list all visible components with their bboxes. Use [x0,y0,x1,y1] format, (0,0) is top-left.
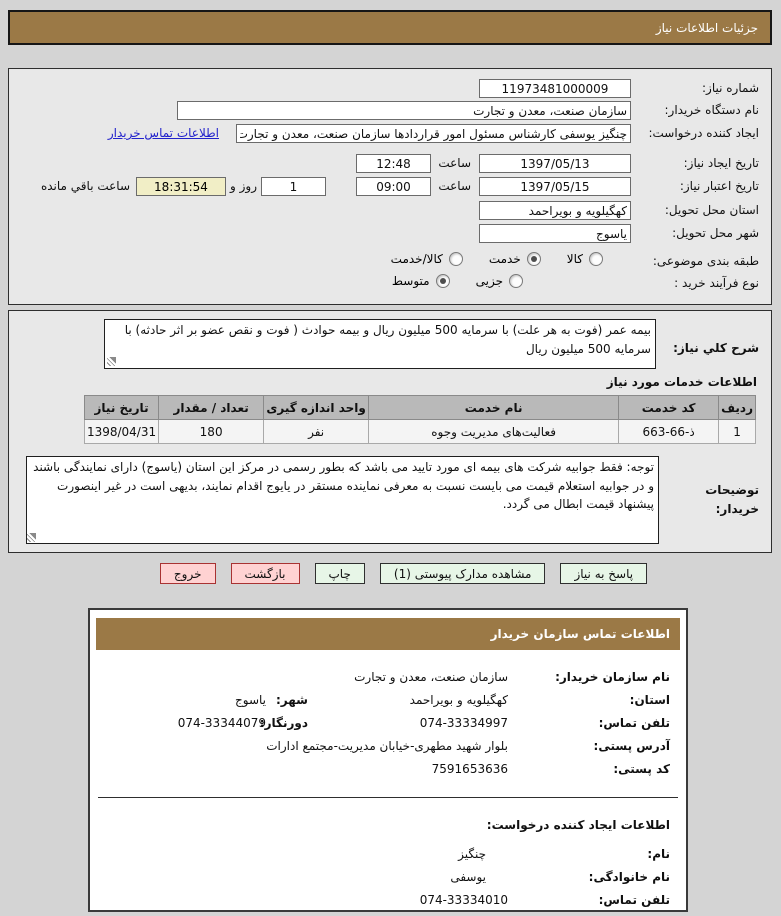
postal-code-label: کد پستی: [613,762,670,776]
classification-radio-group [391,252,603,266]
page-title-bar [8,10,772,45]
radio-option-minor [476,274,523,288]
col-quantity: تعداد / مقدار [159,396,264,420]
radio-option-goods [567,252,603,266]
validity-date-input[interactable] [479,177,631,196]
col-service-name: نام خدمت [369,396,619,420]
fax-value: 074-33344079 [177,716,266,730]
action-button-row [13,563,781,584]
cell-need-date: 1398/04/31 [84,420,158,444]
creator-phone-value: 074-33334010 [419,893,508,907]
services-table [84,395,756,444]
postal-address-value: بلوار شهید مطهری-خیابان مدیریت-مجتمع ادارات [266,739,508,753]
creator-name-label: نام: [647,847,670,861]
radio-option-medium [392,274,450,288]
delivery-city-label: شهر محل تحویل: [672,226,759,240]
goods-radio-label: کالا [566,252,583,266]
fax-label: دورنگار: [259,716,308,730]
view-attachments-button[interactable]: مشاهده مدارک پیوستی (1) [380,563,546,584]
description-resize-grip[interactable] [107,357,116,366]
created-hour-label: ساعت [438,156,471,170]
modal-title: اطلاعات تماس سازمان خریدار [490,627,670,641]
goods-service-radio-label: کالا/خدمت [390,252,443,266]
province-label: استان: [629,693,670,707]
creator-phone-label: تلفن تماس: [598,893,670,907]
org-name-value: سازمان صنعت، معدن و تجارت [354,670,508,684]
service-radio-label: خدمت [488,252,521,266]
table-row [84,420,755,444]
province-value: کهگیلویه و بویراحمد [409,693,508,707]
col-row-number: ردیف [719,396,756,420]
remaining-hours-suffix: ساعت باقي مانده [40,179,130,193]
cell-service-name: فعالیت‌های مدیریت وجوه [369,420,619,444]
request-creator-input[interactable] [236,124,631,143]
org-phone-value: 074-33334997 [419,716,508,730]
page-title: جزئیات اطلاعات نیاز [655,20,758,35]
col-service-code: کد خدمت [619,396,719,420]
process-type-radio-group [392,274,523,288]
need-number-input[interactable] [479,79,631,98]
remaining-time-box: 18:31:54 [136,177,226,196]
creator-name-value: چنگیز [458,847,486,861]
cell-quantity: 180 [159,420,264,444]
reply-to-need-button[interactable]: پاسخ به نیاز [560,563,647,584]
cell-unit: نفر [264,420,369,444]
medium-radio[interactable] [436,274,450,288]
modal-title-bar [96,618,680,650]
print-button[interactable]: چاپ [315,563,365,584]
need-info-panel [8,68,772,305]
radio-option-service [489,252,541,266]
exit-button[interactable]: خروج [160,563,216,584]
org-phone-label: تلفن تماس: [598,716,670,730]
goods-radio[interactable] [589,252,603,266]
description-textarea[interactable] [104,319,656,369]
validity-hour-label: ساعت [438,179,471,193]
delivery-province-label: استان محل تحویل: [664,203,759,217]
back-button[interactable]: بازگشت [231,563,300,584]
postal-address-label: آدرس پستی: [593,739,670,753]
minor-radio-label: جزیی [475,274,503,288]
minor-radio[interactable] [509,274,523,288]
delivery-city-input[interactable] [479,224,631,243]
need-number-label: شماره نیاز: [702,81,759,95]
postal-code-value: 7591653636 [431,762,508,776]
buyer-contact-link[interactable]: اطلاعات تماس خریدار [107,126,219,140]
org-name-label: نام سازمان خریدار: [555,670,670,684]
remaining-days-suffix: روز و [230,179,257,193]
creator-lastname-value: یوسفی [450,870,486,884]
medium-radio-label: متوسط [391,274,430,288]
city-value: یاسوج [235,693,266,707]
need-details-panel [8,310,772,553]
classification-label: طبقه بندی موضوعی: [652,254,759,268]
validity-date-label: تاریخ اعتبار نیاز: [679,179,759,193]
cell-row-number: 1 [719,420,756,444]
services-section-title: اطلاعات خدمات مورد نیاز [606,375,757,389]
buyer-contact-modal [88,608,688,912]
request-creator-label: ایجاد کننده درخواست: [648,126,759,140]
buyer-org-input[interactable] [177,101,631,120]
buyer-notes-label: توضیحات خریدار: [705,483,759,517]
delivery-province-input[interactable] [479,201,631,220]
creator-section-title: اطلاعات ایجاد کننده درخواست: [486,818,670,832]
cell-service-code: ذ-66-663 [619,420,719,444]
services-table-header-row [84,396,755,420]
remaining-days-input[interactable] [261,177,326,196]
notes-resize-grip[interactable] [27,533,36,542]
description-label: شرح کلي نیاز: [673,341,759,355]
creator-lastname-label: نام خانوادگی: [588,870,670,884]
created-time-input[interactable] [356,154,431,173]
buyer-org-label: نام دستگاه خریدار: [664,103,759,117]
goods-service-radio[interactable] [449,252,463,266]
service-radio[interactable] [527,252,541,266]
process-type-label: نوع فرآیند خرید : [674,276,759,290]
buyer-notes-textarea[interactable] [26,456,659,544]
col-unit: واحد اندازه گیری [264,396,369,420]
created-date-label: تاریخ ایجاد نیاز: [683,156,759,170]
modal-divider [98,797,678,798]
radio-option-goods-service [391,252,463,266]
created-date-input[interactable] [479,154,631,173]
city-label: شهر: [276,693,308,707]
validity-time-input[interactable] [356,177,431,196]
col-need-date: تاریخ نیاز [84,396,158,420]
